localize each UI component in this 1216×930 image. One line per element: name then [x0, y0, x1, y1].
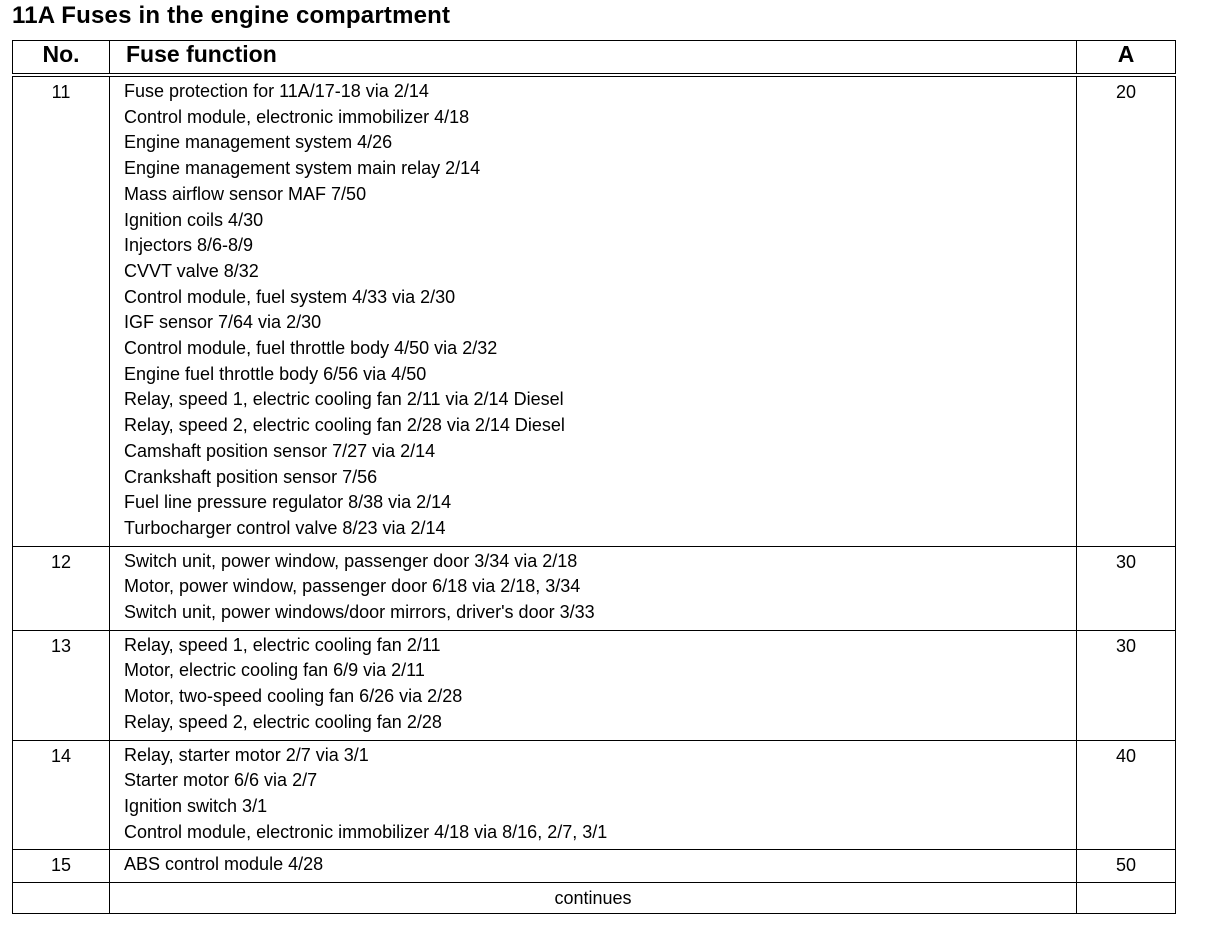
page-title: 11A Fuses in the engine compartment — [12, 2, 451, 29]
column-header-no: No. — [13, 41, 110, 76]
fuse-table — [12, 40, 1176, 914]
table-body — [13, 75, 1176, 914]
fuse-function-line: Ignition switch 3/1 — [124, 795, 268, 816]
fuse-function-line: ABS control module 4/28 — [124, 854, 324, 875]
fuse-function-line: IGF sensor 7/64 via 2/30 — [124, 312, 322, 333]
fuse-amperage: 30 — [1077, 546, 1176, 630]
table-row — [13, 546, 1176, 630]
fuse-function-line: Mass airflow sensor MAF 7/50 — [124, 183, 367, 204]
fuse-amperage: 20 — [1077, 75, 1176, 546]
fuse-function-line: Camshaft position sensor 7/27 via 2/14 — [124, 440, 436, 461]
fuse-function-line: Relay, speed 2, electric cooling fan 2/28 — [124, 711, 442, 732]
fuse-function-line: Fuse protection for 11A/17-18 via 2/14 — [124, 81, 429, 101]
fuse-function-cell — [110, 850, 1077, 883]
fuse-amperage: 50 — [1077, 850, 1176, 883]
fuse-function-line: Motor, electric cooling fan 6/9 via 2/11 — [124, 660, 425, 681]
empty-cell — [1077, 883, 1176, 914]
table-header-row — [13, 41, 1176, 76]
table-row — [13, 850, 1176, 883]
fuse-function-line: Crankshaft position sensor 7/56 — [124, 466, 378, 487]
fuse-function-line: Ignition coils 4/30 — [124, 209, 264, 230]
fuse-function-cell — [110, 740, 1077, 850]
fuse-function-line: CVVT valve 8/32 — [124, 260, 259, 281]
fuse-number: 15 — [13, 850, 110, 883]
fuse-function-line: Motor, power window, passenger door 6/18 via 2/18, 3/34 — [124, 576, 581, 597]
empty-cell — [13, 883, 110, 914]
fuse-function-line: Relay, speed 2, electric cooling fan 2/28 via 2/14 Diesel — [124, 415, 565, 436]
fuse-number: 14 — [13, 740, 110, 850]
fuse-function-line: Control module, electronic immobilizer 4/18 via 8/16, 2/7, 3/1 — [124, 821, 608, 842]
table-row — [13, 75, 1176, 546]
fuse-amperage: 30 — [1077, 630, 1176, 740]
fuse-function-line: Starter motor 6/6 via 2/7 — [124, 770, 318, 791]
table-row — [13, 630, 1176, 740]
fuse-function-line: Fuel line pressure regulator 8/38 via 2/14 — [124, 492, 452, 513]
fuse-function-line: Switch unit, power windows/door mirrors, driver's door 3/33 — [124, 602, 595, 623]
fuse-number: 11 — [13, 75, 110, 546]
fuse-function-line: Control module, fuel system 4/33 via 2/30 — [124, 286, 456, 307]
fuse-function-line: Engine management system 4/26 — [124, 132, 393, 153]
column-header-fuse-function: Fuse function — [110, 41, 1077, 76]
continues-row — [13, 883, 1176, 914]
fuse-function-line: Control module, fuel throttle body 4/50 via 2/32 — [124, 338, 498, 359]
fuse-function-cell — [110, 630, 1077, 740]
fuse-function-line: Engine management system main relay 2/14 — [124, 158, 481, 179]
continues-label: continues — [110, 883, 1077, 914]
fuse-function-line: Control module, electronic immobilizer 4/18 — [124, 106, 470, 127]
fuse-function-line: Engine fuel throttle body 6/56 via 4/50 — [124, 363, 427, 384]
fuse-number: 13 — [13, 630, 110, 740]
fuse-function-cell — [110, 75, 1077, 546]
fuse-function-line: Relay, speed 1, electric cooling fan 2/11 — [124, 634, 441, 655]
fuse-number: 12 — [13, 546, 110, 630]
column-header-amps: A — [1077, 41, 1176, 76]
fuse-function-cell — [110, 546, 1077, 630]
fuse-amperage: 40 — [1077, 740, 1176, 850]
fuse-function-line: Injectors 8/6-8/9 — [124, 235, 254, 256]
fuse-function-line: Motor, two-speed cooling fan 6/26 via 2/28 — [124, 686, 463, 707]
fuse-function-line: Relay, speed 1, electric cooling fan 2/11 via 2/14 Diesel — [124, 389, 564, 410]
table-row — [13, 740, 1176, 850]
fuse-function-line: Relay, starter motor 2/7 via 3/1 — [124, 744, 369, 765]
fuse-function-line: Turbocharger control valve 8/23 via 2/14 — [124, 517, 446, 538]
fuse-function-line: Switch unit, power window, passenger door 3/34 via 2/18 — [124, 550, 578, 571]
